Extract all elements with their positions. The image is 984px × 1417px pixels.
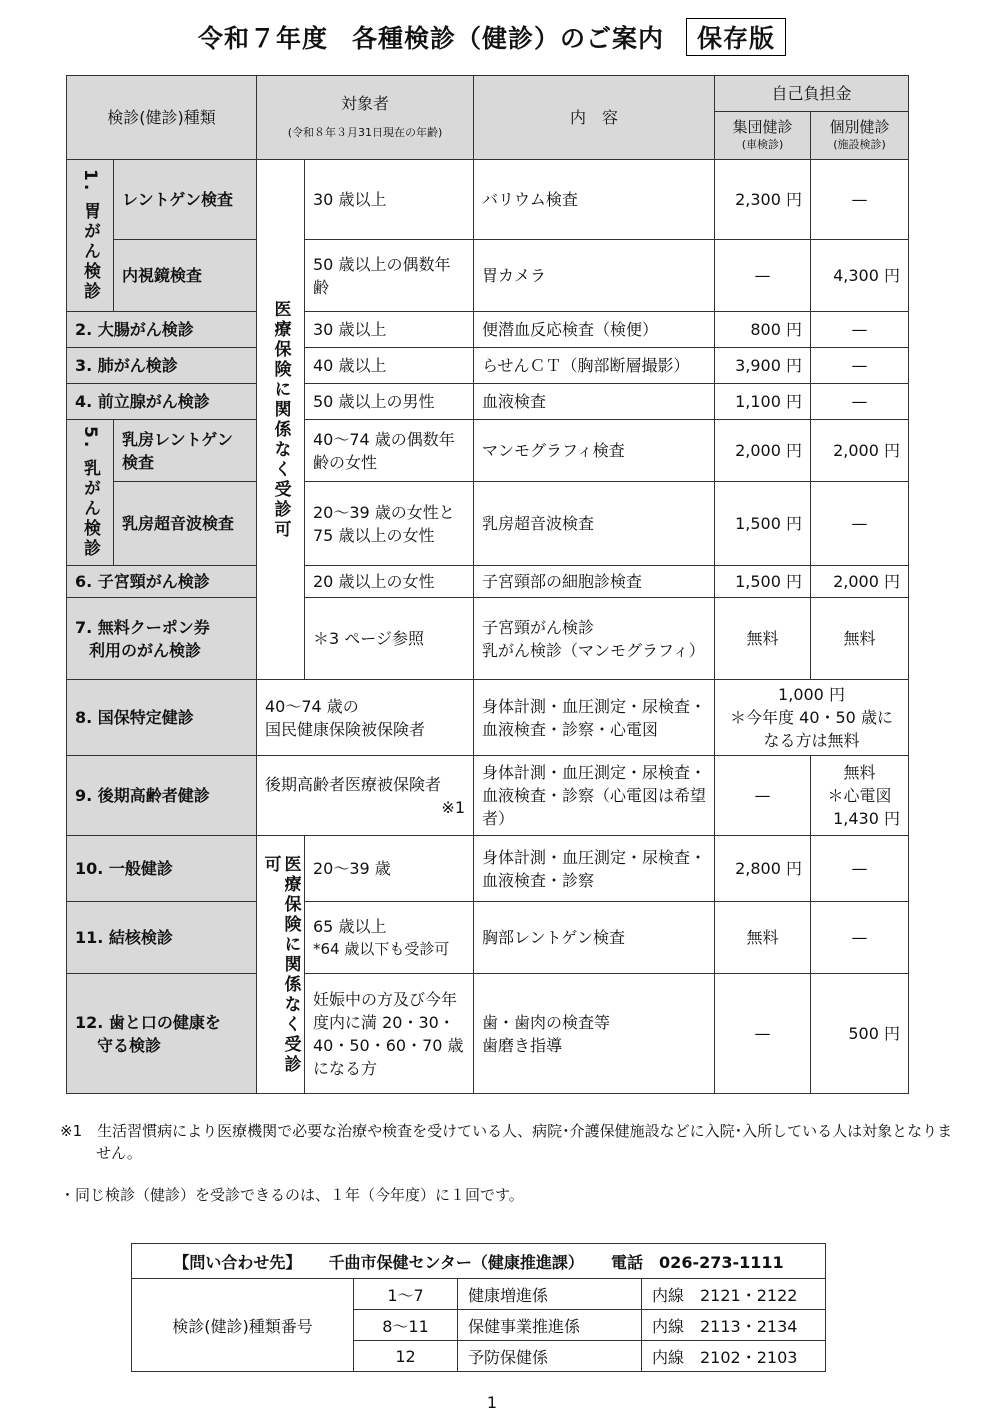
dental-target: 妊娠中の方及び今年度内に満 20・30・40・50・60・70 歳になる方 [305,974,474,1094]
echo-target: 20～39 歳の女性と75 歳以上の女性 [305,482,474,566]
header-content: 内 容 [474,76,715,160]
elderly-target-label: 後期高齢者医療被保険者 [265,774,442,794]
elderly-indiv-3: 1,430 円 [833,809,901,828]
dental-type [67,974,257,1094]
tb-target-1: 65 歳以上 [313,916,387,936]
cervical-indiv: 2,000 円 [811,566,909,598]
header-group [715,112,811,160]
kokuho-content: 身体計測・血圧測定・尿検査・血液検査・診察・心電図 [474,680,715,756]
vertical-note-cell-2 [257,836,305,1094]
prostate-group: 1,100 円 [715,384,811,420]
breast-group-label: 5. 乳がん検診 [80,425,100,560]
coupon-indiv: 無料 [811,598,909,680]
kokuho-cost-1: 1,000 円 [778,685,845,704]
tb-group: 無料 [715,902,811,974]
vertical-note-2: 医療保険に関係なく受診可 [260,854,301,1075]
elderly-indiv [811,756,909,836]
endo-target: 50 歳以上の偶数年齢 [305,240,474,312]
contact-table [131,1243,826,1372]
lung-target: 40 歳以上 [305,348,474,384]
dental-content [474,974,715,1094]
dental-type-2: 守る検診 [97,1035,162,1055]
general-group: 2,800 円 [715,836,811,902]
save-badge: 保存版 [686,18,786,56]
general-target: 20～39 歳 [305,836,474,902]
header-indiv-sub: (施設検診) [833,137,886,151]
elderly-indiv-1: 無料 [843,763,876,782]
lung-group: 3,900 円 [715,348,811,384]
header-target-note: (令和８年３月31日現在の年齢) [287,125,443,139]
coupon-type [67,598,257,680]
contact-header [132,1244,826,1279]
contact-center: 千曲市保健センター（健康推進課） [328,1252,584,1272]
xray-indiv: — [811,160,909,240]
header-group-sub: (車検診) [741,137,784,151]
elderly-target [257,756,474,836]
contact-header-label: 【問い合わせ先】 [173,1252,302,1272]
contact-ext-3: 内線 2102・2103 [642,1341,826,1372]
cervical-content: 子宮頸部の細胞診検査 [474,566,715,598]
vertical-note-1: 医療保険に関係なく受診可 [270,299,291,540]
general-type: 10. 一般健診 [67,836,257,902]
tb-type: 11. 結核検診 [67,902,257,974]
xray-group: 2,300 円 [715,160,811,240]
mammo-indiv: 2,000 円 [811,420,909,482]
coupon-group: 無料 [715,598,811,680]
header-indiv-label: 個別健診 [829,117,890,136]
coupon-target: ＊3 ページ参照 [305,598,474,680]
contact-range-1: 1～7 [354,1279,458,1310]
lung-type: 3. 肺がん検診 [67,348,257,384]
endo-group: — [715,240,811,312]
tb-content: 胸部レントゲン検査 [474,902,715,974]
header-type: 検診(健診)種類 [67,76,257,160]
kokuho-cost-3: なる方は無料 [763,731,860,750]
echo-type: 乳房超音波検査 [114,482,257,566]
xray-content: バリウム検査 [474,160,715,240]
elderly-group: — [715,756,811,836]
general-indiv: — [811,836,909,902]
xray-type: レントゲン検査 [114,160,257,240]
mammo-group: 2,000 円 [715,420,811,482]
page-number: 1 [486,1393,498,1412]
mammo-target: 40～74 歳の偶数年齢の女性 [305,420,474,482]
notes [60,1120,960,1206]
dental-group: — [715,974,811,1094]
contact-range-3: 12 [354,1341,458,1372]
colon-group: 800 円 [715,312,811,348]
cervical-type: 6. 子宮頸がん検診 [67,566,257,598]
coupon-type-1: 7. 無料クーポン券 [75,617,210,637]
endo-indiv: 4,300 円 [811,240,909,312]
echo-group: 1,500 円 [715,482,811,566]
elderly-target-note: ※1 [441,797,465,817]
note-2: ・同じ検診（健診）を受診できるのは、１年（今年度）に１回です。 [60,1186,524,1204]
coupon-type-2: 利用のがん検診 [89,640,202,660]
colon-indiv: — [811,312,909,348]
contact-ext-2: 内線 2113・2134 [642,1310,826,1341]
colon-content: 便潜血反応検査（検便） [474,312,715,348]
echo-content: 乳房超音波検査 [474,482,715,566]
stomach-group-cell [67,160,114,312]
header-target-label: 対象者 [340,93,389,113]
contact-ext-1: 内線 2121・2122 [642,1279,826,1310]
tb-target-2: *64 歳以下も受診可 [313,939,450,958]
prostate-target: 50 歳以上の男性 [305,384,474,420]
contact-dept-2: 保健事業推進係 [458,1310,642,1341]
checkup-table [66,75,909,1094]
contact-range-2: 8～11 [354,1310,458,1341]
title-year: 令和７年度 [197,24,328,53]
contact-phone: 電話 026-273-1111 [611,1252,784,1272]
header-indiv [811,112,909,160]
kokuho-target-2: 国民健康保険被保険者 [265,719,426,739]
tb-target [305,902,474,974]
title-main: 各種検診（健診）のご案内 [351,24,664,53]
colon-type: 2. 大腸がん検診 [67,312,257,348]
tb-indiv: — [811,902,909,974]
contact-dept-1: 健康増進係 [458,1279,642,1310]
echo-indiv: — [811,482,909,566]
general-content: 身体計測・血圧測定・尿検査・血液検査・診察 [474,836,715,902]
coupon-content-2: 乳がん検診（マンモグラフィ） [482,640,705,660]
kokuho-target-1: 40～74 歳の [265,696,359,716]
dental-content-2: 歯磨き指導 [482,1035,563,1055]
cervical-target: 20 歳以上の女性 [305,566,474,598]
header-target [257,76,474,160]
vertical-note-cell-1 [257,160,305,680]
kokuho-target [257,680,474,756]
header-group-label: 集団健診 [732,117,793,136]
contact-dept-3: 予防保健係 [458,1341,642,1372]
kokuho-cost [715,680,909,756]
lung-content: らせんＣＴ（胸部断層撮影） [474,348,715,384]
endo-type: 内視鏡検査 [114,240,257,312]
colon-target: 30 歳以上 [305,312,474,348]
page-title [0,18,984,56]
prostate-indiv: — [811,384,909,420]
lung-indiv: — [811,348,909,384]
header-cost: 自己負担金 [715,76,909,112]
dental-indiv: 500 円 [811,974,909,1094]
cervical-group: 1,500 円 [715,566,811,598]
elderly-type: 9. 後期高齢者健診 [67,756,257,836]
endo-content: 胃カメラ [474,240,715,312]
mammo-type: 乳房レントゲン検査 [114,420,257,482]
breast-group-cell [67,420,114,566]
prostate-type: 4. 前立腺がん検診 [67,384,257,420]
stomach-group-label: 1. 胃がん検診 [80,168,100,303]
kokuho-cost-2: ＊今年度 40・50 歳に [730,708,893,727]
xray-target: 30 歳以上 [305,160,474,240]
elderly-indiv-2: ＊心電図 [827,786,892,805]
mammo-content: マンモグラフィ検査 [474,420,715,482]
dental-content-1: 歯・歯肉の検査等 [482,1012,611,1032]
prostate-content: 血液検査 [474,384,715,420]
kokuho-type: 8. 国保特定健診 [67,680,257,756]
coupon-content-1: 子宮頸がん検診 [482,617,595,637]
coupon-content [474,598,715,680]
note-1: ※1 生活習慣病により医療機関で必要な治療や検査を受けている人、病院･介護保健施設などに入院･入所している人は対象となりません。 [60,1122,953,1162]
contact-type-label: 検診(健診)種類番号 [132,1279,354,1372]
dental-type-1: 12. 歯と口の健康を [75,1012,221,1032]
elderly-content: 身体計測・血圧測定・尿検査・血液検査・診察（心電図は希望者） [474,756,715,836]
